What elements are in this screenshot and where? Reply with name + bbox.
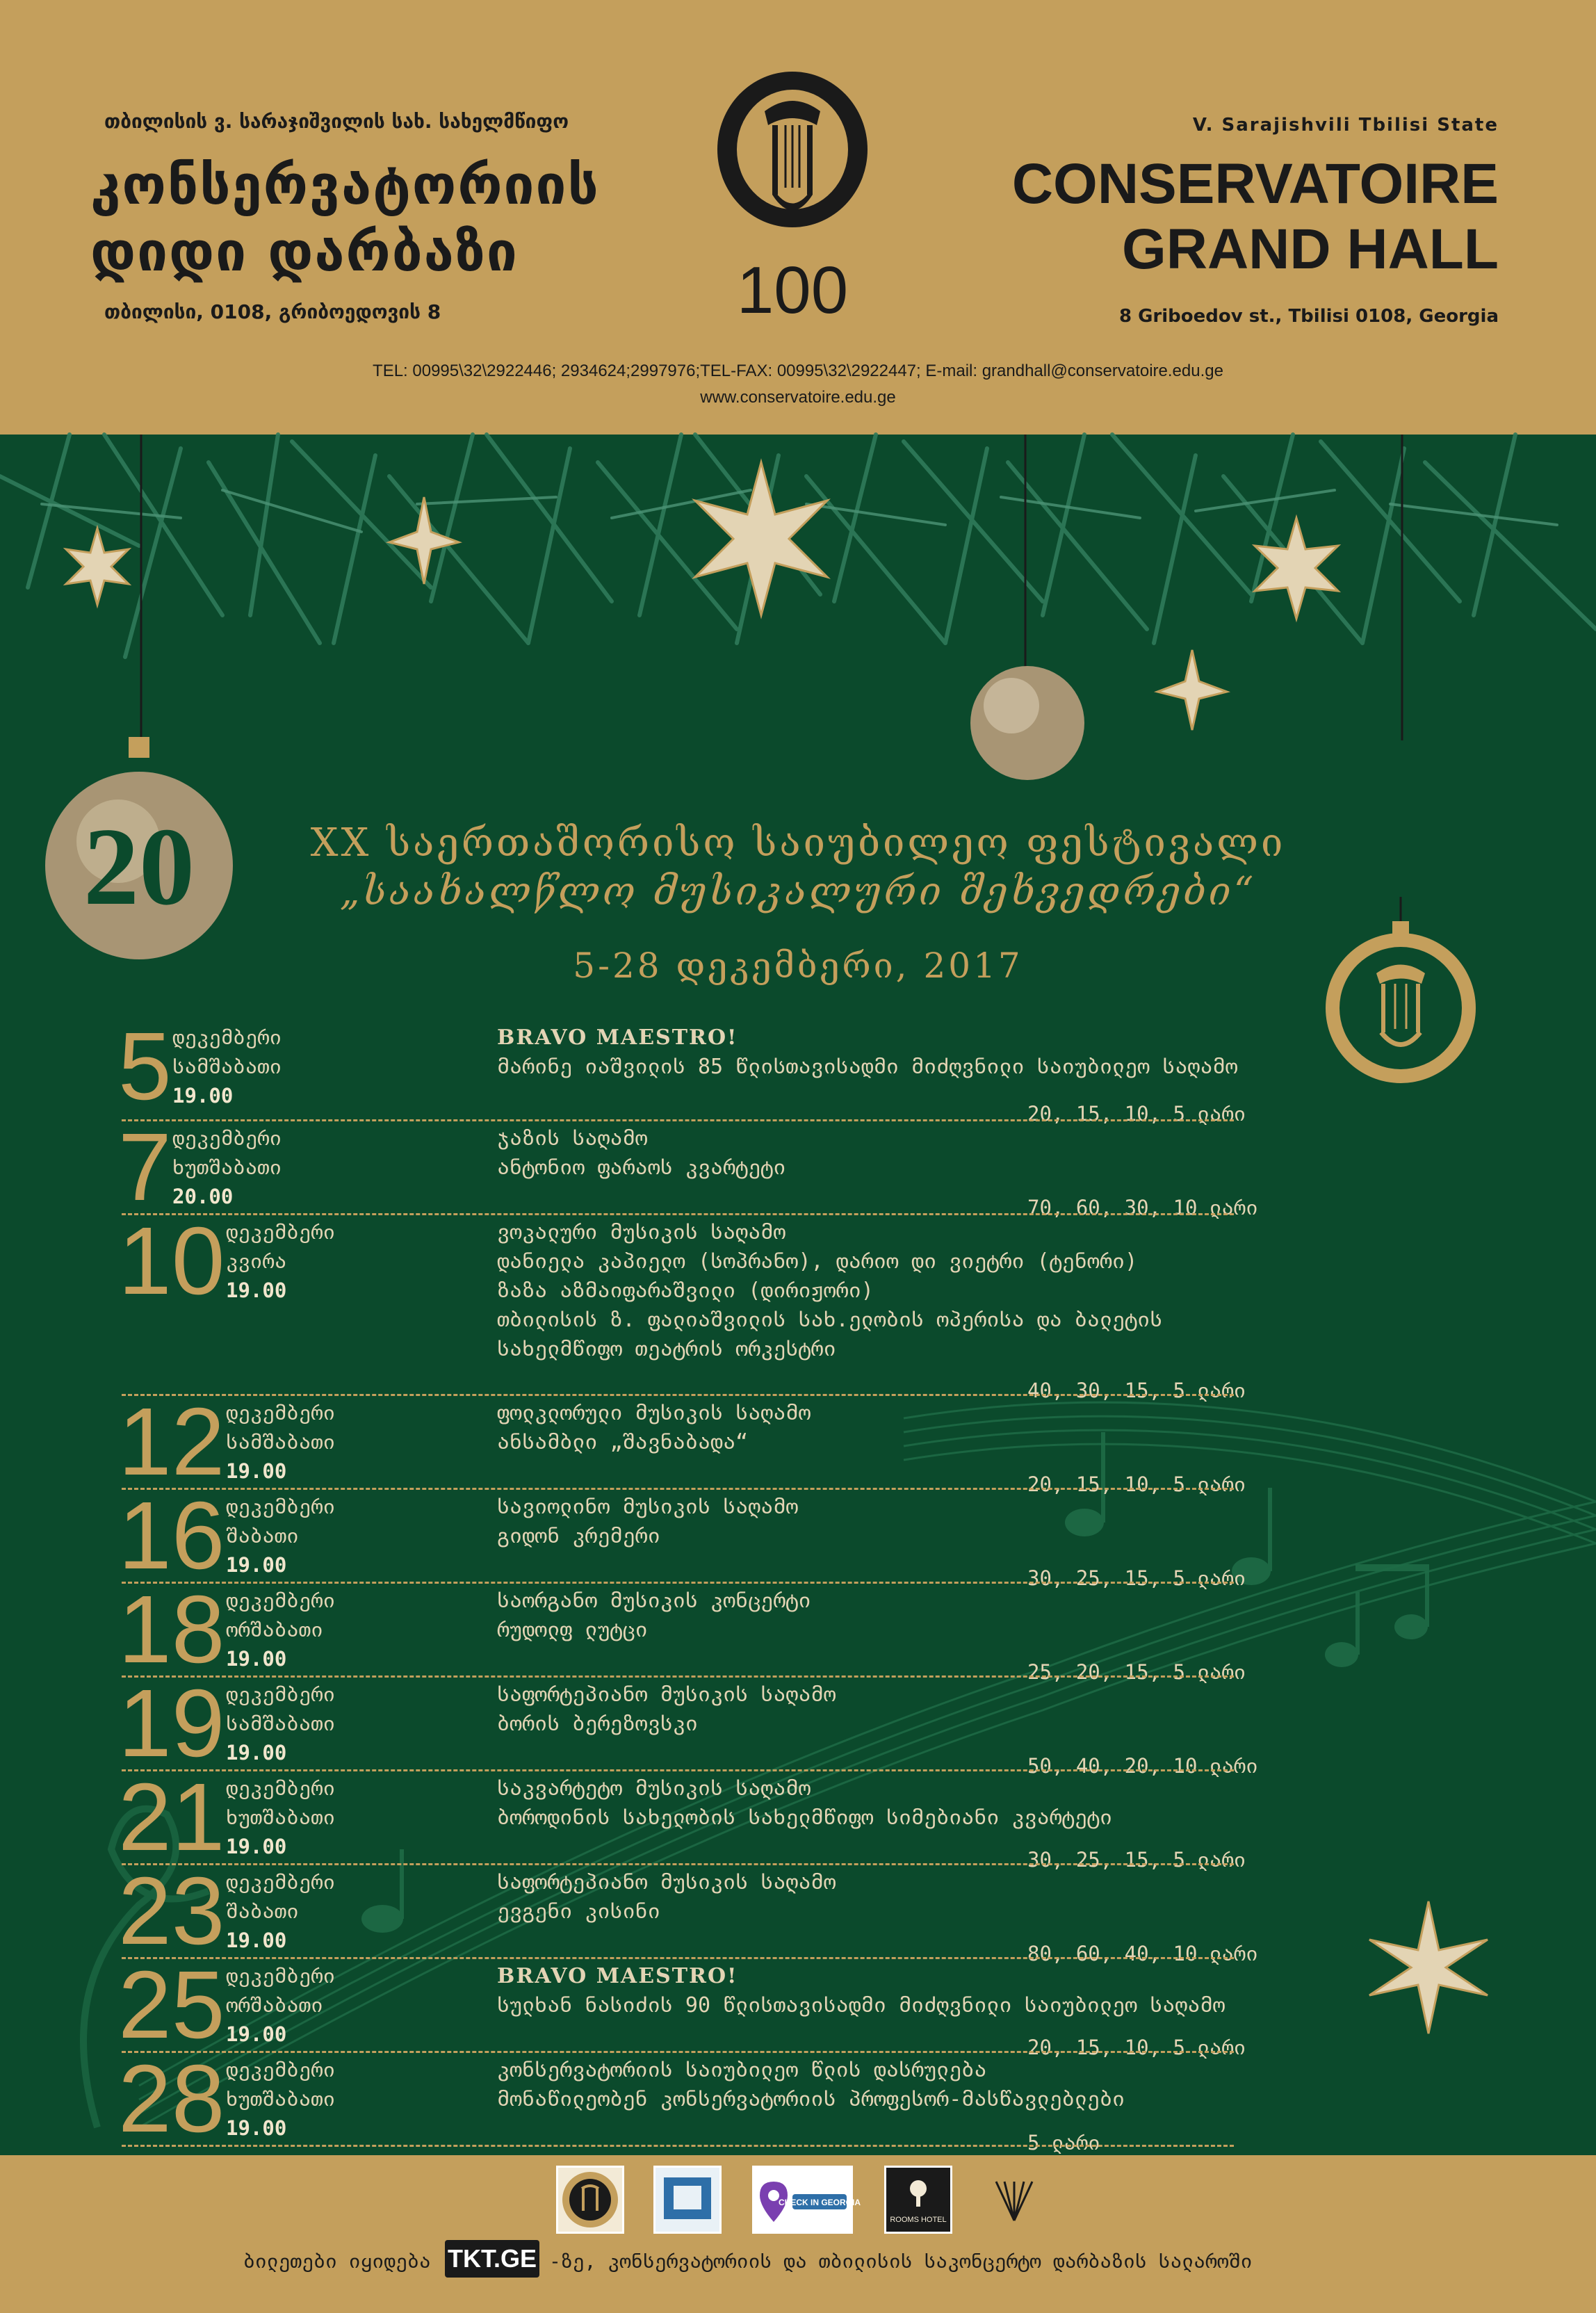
divider	[122, 1769, 1234, 1771]
event-month: დეკემბერი	[226, 2058, 336, 2081]
event-price: 30, 25, 15, 5 ლარი	[1027, 1848, 1246, 1872]
event-detail: სულხან ნასიძის 90 წლისთავისადმი მიძღვნილი საიუბილეო საღამო	[497, 1993, 1226, 2018]
event-time: 19.00	[172, 1084, 234, 1107]
festival-title-1: XX საერთაშორისო საიუბილეო ფესტივალი	[310, 820, 1286, 866]
event-month: დეკემბერი	[226, 1776, 336, 1800]
event-detail: გიდონ კრემერი	[497, 1524, 660, 1548]
event-detail: ანტონიო ფარაოს კვარტეტი	[497, 1155, 786, 1180]
contact-line: TEL: 00995\32\2922446; 2934624;2997976;TEL-FAX: 00995\32\2922447; E-mail: grandhall@conservatoire.edu.ge	[373, 362, 1223, 380]
event-weekday: სამშაბათი	[172, 1055, 282, 1078]
event-day: 7	[118, 1114, 172, 1221]
event-detail: ანსამბლი „შავნაბადა“	[497, 1430, 749, 1454]
event-time: 19.00	[226, 1929, 287, 1952]
event-title: BRAVO MAESTRO!	[497, 1025, 738, 1050]
event-detail: ევგენი კისინი	[497, 1899, 660, 1924]
event-time: 19.00	[226, 1459, 287, 1483]
conservatoire-100-logo	[712, 70, 872, 334]
event-day: 25	[118, 1951, 225, 2059]
divider	[122, 1119, 1234, 1121]
event-title: ჯაზის საღამო	[497, 1126, 648, 1151]
event-weekday: კვირა	[226, 1249, 287, 1273]
event-month: დეკემბერი	[226, 1401, 336, 1425]
event-weekday: ორშაბათი	[226, 1618, 323, 1641]
event-time: 19.00	[226, 1835, 287, 1858]
event-weekday: ხუთშაბათი	[226, 1805, 336, 1829]
event-month: დეკემბერი	[226, 1495, 336, 1518]
event-day: 19	[118, 1670, 225, 1777]
partner-logo-rooms-hotel[interactable]	[884, 2166, 952, 2234]
divider	[122, 2145, 1234, 2147]
event-month: დეკემბერი	[226, 1589, 336, 1612]
event-time: 19.00	[226, 1647, 287, 1671]
event-price: 70, 60, 30, 10 ლარი	[1027, 1196, 1258, 1219]
event-title: საფორტეპიანო მუსიკის საღამო	[497, 1870, 836, 1894]
event-detail: მარინე იაშვილის 85 წლისთავისადმი მიძღვნილი საიუბილეო საღამო	[497, 1055, 1238, 1079]
header-en-address: 8 Griboedov st., Tbilisi 0108, Georgia	[1118, 306, 1499, 327]
event-day: 12	[118, 1388, 225, 1495]
lines-icon	[982, 2168, 1046, 2232]
event-day: 21	[118, 1764, 225, 1871]
event-detail: თბილისის ზ. ფალიაშვილის სახ.ელობის ოპერისა და ბალეტის	[497, 1308, 1163, 1332]
lyre-icon	[558, 2168, 622, 2232]
event-weekday: სამშაბათი	[226, 1430, 336, 1454]
rooms-label: ROOMS HOTEL	[890, 2216, 947, 2224]
divider	[122, 1488, 1234, 1490]
event-day: 28	[118, 2045, 225, 2152]
header-ka-address: თბილისი, 0108, გრიბოედოვის 8	[104, 300, 441, 323]
ornament-lyre	[1317, 897, 1484, 1105]
event-time: 19.00	[226, 1279, 287, 1302]
event-month: დეკემბერი	[172, 1126, 282, 1150]
check-in-label: CHECK IN GEORGIA	[778, 2198, 861, 2207]
divider	[122, 1582, 1234, 1584]
event-price: 40, 30, 15, 5 ლარი	[1027, 1379, 1246, 1402]
event-price: 20, 15, 10, 5 ლარი	[1027, 1102, 1246, 1126]
festival-title-2: „საახალწლო მუსიკალური შეხვედრები“	[339, 869, 1257, 914]
event-weekday: ორშაბათი	[226, 1993, 323, 2017]
header-ka-title-1: კონსერვატორიის	[90, 154, 600, 217]
festival-dates: 5-28 დეკემბერი, 2017	[573, 946, 1023, 986]
divider	[122, 1863, 1234, 1865]
event-weekday: შაბათი	[226, 1899, 299, 1923]
event-price: 50, 40, 20, 10 ლარი	[1027, 1754, 1258, 1778]
event-detail: ზაზა აზმაიფარაშვილი (დირიჟორი)	[497, 1279, 874, 1303]
emblem-icon	[656, 2168, 719, 2232]
divider	[122, 1675, 1234, 1678]
website-link[interactable]: www.conservatoire.edu.ge	[700, 388, 896, 407]
ornament-number: 20	[83, 804, 195, 928]
key-icon	[886, 2168, 950, 2232]
event-day: 23	[118, 1858, 225, 1965]
event-detail: დანიელა კაპიელო (სოპრანო), დარიო დი ვიეტრი (ტენორი)	[497, 1249, 1138, 1274]
divider	[122, 1394, 1234, 1396]
event-detail: ბოროდინის სახელობის სახელმწიფო სიმებიანი კვარტეტი	[497, 1805, 1113, 1830]
tkt-ge-logo[interactable]: TKT.GE	[445, 2240, 539, 2278]
event-detail: სახელმწიფო თეატრის ორკესტრი	[497, 1337, 836, 1361]
event-price: 30, 25, 15, 5 ლარი	[1027, 1566, 1246, 1590]
event-weekday: ხუთშაბათი	[172, 1155, 282, 1179]
event-time: 19.00	[226, 1553, 287, 1577]
event-day: 10	[118, 1208, 225, 1315]
event-month: დეკემბერი	[226, 1964, 336, 1988]
event-time: 19.00	[226, 2116, 287, 2140]
header-ka-subtitle: თბილისის ვ. სარაჯიშვილის სახ. სახელმწიფო	[104, 110, 569, 133]
divider	[122, 1213, 1234, 1215]
header-en-title-2: GRAND HALL	[1121, 218, 1499, 281]
event-month: დეკემბერი	[172, 1025, 282, 1049]
divider	[122, 2051, 1234, 2053]
tickets-suffix: -ზე, კონსერვატორიის და თბილისის საკონცერტო დარბაზის სალაროში	[549, 2250, 1253, 2273]
event-title: კონსერვატორიის საიუბილეო წლის დასრულება	[497, 2058, 987, 2082]
event-detail: ბორის ბერეზოვსკი	[497, 1712, 698, 1736]
event-title: საორგანო მუსიკის კონცერტი	[497, 1589, 811, 1613]
header-en-title-1: CONSERVATOIRE	[1011, 152, 1499, 216]
divider	[122, 1957, 1234, 1959]
event-price: 80, 60, 40, 10 ლარი	[1027, 1942, 1258, 1965]
event-title: საკვარტეტო მუსიკის საღამო	[497, 1776, 811, 1801]
event-price: 20, 15, 10, 5 ლარი	[1027, 2036, 1246, 2059]
event-weekday: შაბათი	[226, 1524, 299, 1548]
header-ka-title-2: დიდი დარბაზი	[90, 221, 519, 284]
event-month: დეკემბერი	[226, 1870, 336, 1894]
partner-logo-check-in-georgia[interactable]	[752, 2166, 861, 2234]
event-time: 19.00	[226, 1741, 287, 1764]
event-month: დეკემბერი	[226, 1682, 336, 1706]
event-price: 5 ლარი	[1027, 2131, 1100, 2154]
event-detail: რუდოლფ ლუტცი	[497, 1618, 648, 1642]
event-month: დეკემბერი	[226, 1220, 336, 1244]
header-en-subtitle: V. Sarajishvili Tbilisi State	[1192, 115, 1499, 136]
event-title: სავიოლინო მუსიკის საღამო	[497, 1495, 799, 1519]
logo-100: 100	[736, 253, 849, 327]
event-price: 25, 20, 15, 5 ლარი	[1027, 1660, 1246, 1684]
event-title: ფოლკლორული მუსიკის საღამო	[497, 1401, 811, 1425]
event-time: 19.00	[226, 2022, 287, 2046]
event-title: BRAVO MAESTRO!	[497, 1964, 738, 1988]
event-detail: მონაწილეობენ კონსერვატორიის პროფესორ-მასწავლებლები	[497, 2087, 1125, 2111]
partner-logo-conservatoire[interactable]	[556, 2166, 624, 2234]
event-day: 5	[118, 1013, 172, 1120]
event-time: 20.00	[172, 1185, 234, 1208]
event-price: 20, 15, 10, 5 ლარი	[1027, 1472, 1246, 1496]
event-title: საფორტეპიანო მუსიკის საღამო	[497, 1682, 836, 1707]
event-weekday: სამშაბათი	[226, 1712, 336, 1735]
event-day: 16	[118, 1482, 225, 1589]
pine-garland	[0, 435, 1596, 740]
event-title: ვოკალური მუსიკის საღამო	[497, 1220, 786, 1244]
partner-logo-state[interactable]	[653, 2166, 722, 2234]
event-day: 18	[118, 1576, 225, 1683]
map-pin-icon	[754, 2168, 861, 2232]
partner-logo-other[interactable]	[980, 2166, 1048, 2234]
event-weekday: ხუთშაბათი	[226, 2087, 336, 2111]
tickets-prefix: ბილეთები იყიდება	[243, 2250, 431, 2273]
